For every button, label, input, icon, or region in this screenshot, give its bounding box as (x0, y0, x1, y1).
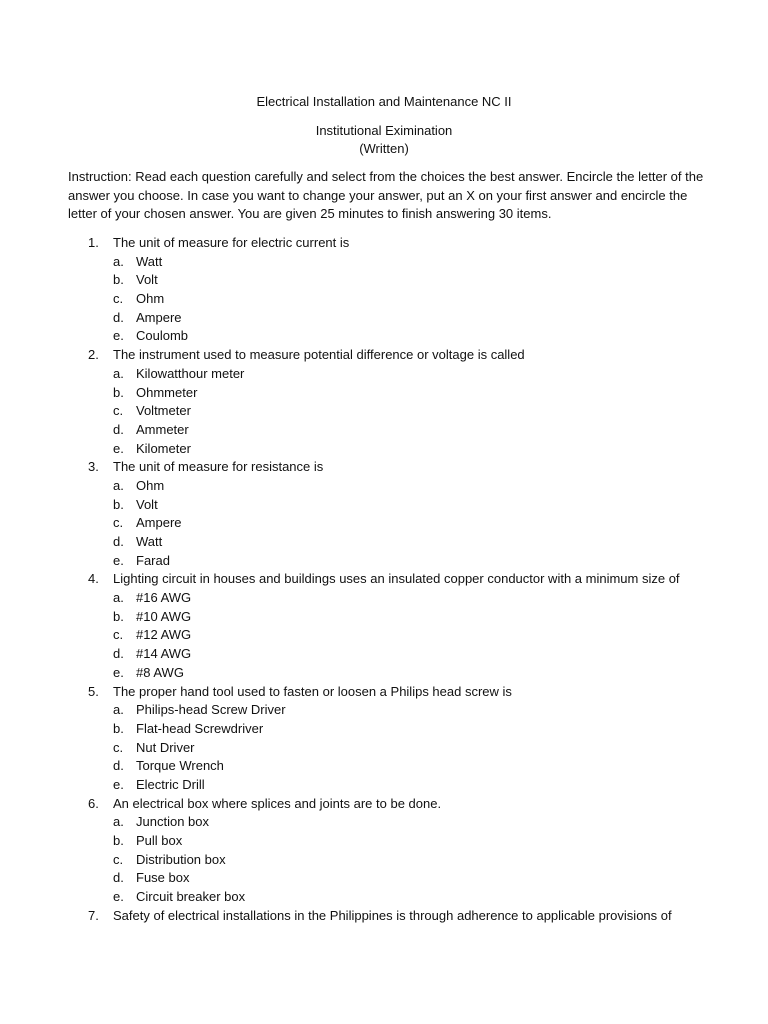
choice-item[interactable] (0, 533, 768, 552)
choice-letter: b. (113, 384, 124, 400)
subtitle-line-2: (Written) (359, 141, 409, 156)
choice-item[interactable] (0, 664, 768, 683)
choice-letter: b. (113, 833, 124, 848)
choice-item[interactable] (0, 888, 768, 907)
choice-letter: a. (113, 702, 124, 718)
question-number: 3. (88, 459, 99, 475)
choice-item[interactable] (0, 440, 768, 459)
choice-item[interactable] (0, 327, 768, 346)
question-number: 1. (88, 235, 99, 250)
choice-letter: d. (113, 309, 124, 325)
choice-letter: e. (113, 889, 124, 905)
choice-item[interactable] (0, 402, 768, 421)
choice-letter: d. (113, 534, 124, 549)
choice-text: #12 AWG (136, 627, 192, 643)
choice-letter: d. (113, 758, 124, 774)
choice-item[interactable] (0, 477, 768, 496)
choice-letter: b. (113, 608, 124, 624)
choice-text: Farad (136, 552, 170, 568)
document-subtitle (0, 122, 768, 158)
choice-letter: d. (113, 646, 124, 662)
question-item (0, 346, 768, 365)
choice-letter: c. (113, 515, 124, 531)
choice-text: Junction box (136, 814, 209, 830)
choice-letter: e. (113, 664, 124, 680)
choice-text: Watt (136, 534, 163, 549)
choice-letter: c. (113, 403, 124, 419)
choice-letter: d. (113, 421, 124, 437)
choice-text: Ampere (136, 309, 182, 325)
document-title: Electrical Installation and Maintenance NC II (256, 94, 512, 109)
question-text: Lighting circuit in houses and buildings uses an insulated copper conductor with a minimum size of (113, 571, 680, 587)
choice-item[interactable] (0, 589, 768, 608)
choice-text: Watt (136, 253, 163, 269)
question-number: 7. (88, 907, 99, 923)
question-text: The unit of measure for electric current is (113, 235, 350, 250)
question-number: 5. (88, 683, 99, 699)
subtitle-line-1: Institutional Eximination (315, 123, 453, 138)
choice-text: Circuit breaker box (136, 889, 246, 905)
choice-item[interactable] (0, 776, 768, 795)
question-item (0, 458, 768, 477)
question-list (0, 234, 768, 925)
choice-text: #8 AWG (136, 664, 184, 680)
choice-item[interactable] (0, 739, 768, 758)
question-item (0, 683, 768, 702)
question-text: The proper hand tool used to fasten or loosen a Philips head screw is (113, 683, 512, 699)
choice-letter: e. (113, 440, 124, 456)
question-text: Safety of electrical installations in the Philippines is through adherence to applicable provisions of (113, 907, 672, 923)
choice-item[interactable] (0, 869, 768, 888)
choice-item[interactable] (0, 851, 768, 870)
choice-letter: e. (113, 552, 124, 568)
choice-text: Kilowatthour meter (136, 365, 245, 381)
choice-text: #10 AWG (136, 608, 192, 624)
choice-letter: e. (113, 328, 124, 344)
choice-letter: b. (113, 496, 124, 512)
question-text: An electrical box where splices and joints are to be done. (113, 795, 442, 811)
choice-item[interactable] (0, 552, 768, 571)
choice-text: Fuse box (136, 870, 190, 886)
choice-text: Distribution box (136, 851, 226, 867)
question-text: The unit of measure for resistance is (113, 459, 324, 475)
choice-item[interactable] (0, 608, 768, 627)
choice-item[interactable] (0, 514, 768, 533)
choice-item[interactable] (0, 645, 768, 664)
choice-text: Voltmeter (136, 403, 191, 419)
choice-item[interactable] (0, 701, 768, 720)
choice-text: Ohm (136, 291, 165, 307)
question-text: The instrument used to measure potential difference or voltage is called (113, 347, 525, 363)
choice-text: Ampere (136, 515, 182, 531)
choice-item[interactable] (0, 365, 768, 384)
choice-letter: d. (113, 870, 124, 886)
choice-text: Ohm (136, 477, 165, 493)
choice-text: Ammeter (136, 421, 189, 437)
choice-item[interactable] (0, 271, 768, 290)
choice-text: Flat-head Screwdriver (136, 720, 264, 736)
choice-letter: b. (113, 720, 124, 736)
choice-letter: a. (113, 477, 124, 493)
choice-item[interactable] (0, 421, 768, 440)
choice-item[interactable] (0, 253, 768, 272)
question-number: 2. (88, 347, 99, 363)
choice-text: #16 AWG (136, 590, 192, 606)
choice-text: Torque Wrench (136, 758, 224, 774)
choice-letter: c. (113, 739, 124, 755)
instruction-paragraph: Instruction: Read each question carefully and select from the choices the best answer. Encircle the letter of the answer you choose. In case you want to change your answer, put an X on your first answer and encircle the letter of your chosen answer. You are given 25 minutes to finish answering 30 items. (68, 169, 704, 222)
choice-text: Nut Driver (136, 739, 195, 755)
question-number: 4. (88, 571, 99, 587)
choice-letter: e. (113, 776, 124, 792)
choice-item[interactable] (0, 496, 768, 515)
choice-text: Kilometer (136, 440, 191, 456)
choice-item[interactable] (0, 757, 768, 776)
choice-text: Volt (136, 496, 158, 512)
choice-text: Electric Drill (136, 776, 205, 792)
choice-letter: c. (113, 291, 124, 307)
choice-letter: c. (113, 627, 124, 643)
choice-letter: b. (113, 272, 124, 288)
choice-letter: a. (113, 365, 124, 381)
question-item (0, 795, 768, 814)
choice-text: Philips-head Screw Driver (136, 702, 286, 718)
choice-letter: c. (113, 851, 124, 867)
choice-item[interactable] (0, 626, 768, 645)
choice-item[interactable] (0, 290, 768, 309)
choice-text: Pull box (136, 833, 183, 848)
choice-item[interactable] (0, 720, 768, 739)
choice-item[interactable] (0, 813, 768, 832)
choice-text: Ohmmeter (136, 384, 198, 400)
question-item (0, 907, 768, 926)
choice-item[interactable] (0, 832, 768, 851)
question-number: 6. (88, 795, 99, 811)
choice-item[interactable] (0, 309, 768, 328)
choice-letter: a. (113, 253, 124, 269)
question-item (0, 234, 768, 253)
question-item (0, 570, 768, 589)
choice-letter: a. (113, 814, 124, 830)
choice-letter: a. (113, 590, 124, 606)
choice-text: Volt (136, 272, 158, 288)
choice-text: Coulomb (136, 328, 189, 344)
choice-item[interactable] (0, 384, 768, 403)
choice-text: #14 AWG (136, 646, 192, 662)
